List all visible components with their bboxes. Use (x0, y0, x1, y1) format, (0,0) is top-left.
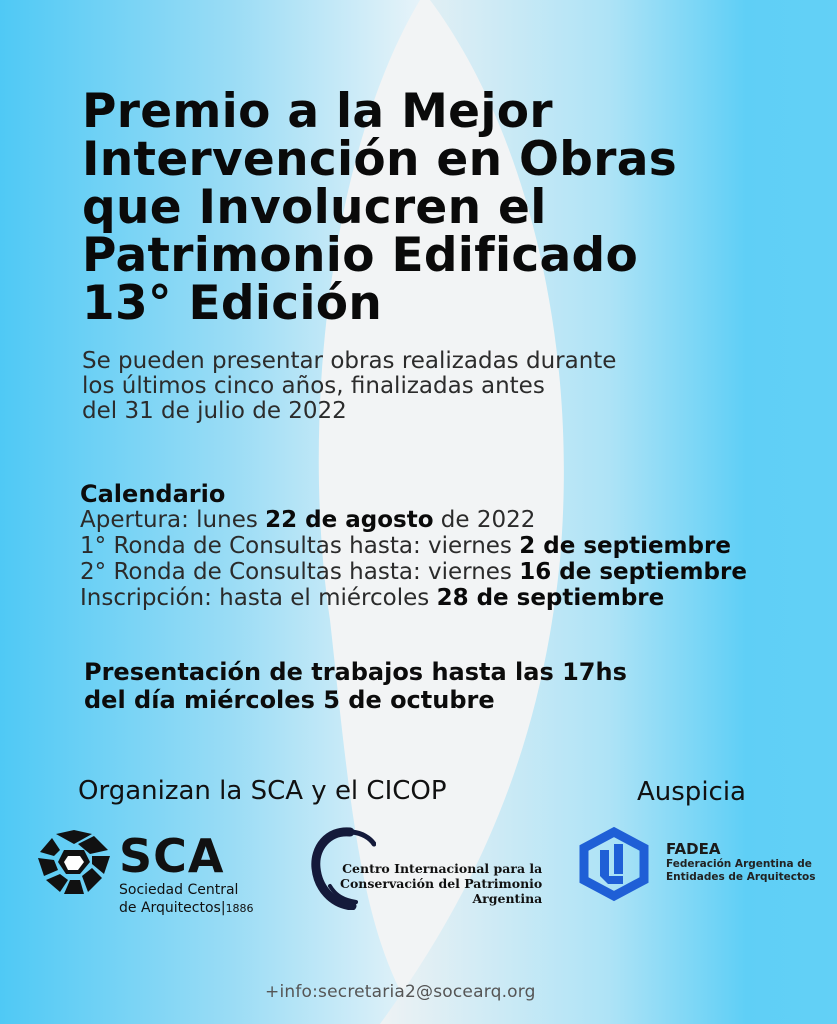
intro-line: los últimos cinco años, finalizadas antes (82, 373, 545, 399)
fadea-full-name (666, 858, 815, 884)
submission-deadline (84, 658, 627, 714)
calendar-text: de 2022 (433, 507, 536, 533)
sca-name-text: de Arquitectos (119, 900, 221, 916)
cicop-line: Conservación del Patrimonio (340, 876, 543, 891)
calendar-date: 16 de septiembre (519, 559, 747, 585)
sca-divider: | (220, 900, 226, 916)
organizers-label: Organizan la SCA y el CICOP (78, 776, 447, 806)
sca-name-line: Sociedad Central (119, 882, 239, 898)
sca-year: 1886 (225, 902, 254, 915)
calendar-row-consult-2 (80, 559, 747, 585)
title-line: Intervención en Obras (82, 132, 677, 187)
calendar-date: 28 de septiembre (436, 585, 665, 611)
calendar-row-opening (80, 507, 535, 533)
page-title (82, 84, 677, 331)
calendar-date: 2 de septiembre (519, 533, 731, 559)
calendar-text: Inscripción: hasta el miércoles (80, 585, 437, 611)
title-line: Patrimonio Edificado (82, 228, 639, 283)
intro-line: Se pueden presentar obras realizadas durante (82, 348, 617, 374)
title-line: Premio a la Mejor (82, 84, 553, 139)
calendar-text: Apertura: lunes (80, 507, 266, 533)
cicop-name (340, 861, 542, 906)
contact-email: +info:secretaria2@socearq.org (265, 982, 536, 1002)
calendar-text: 1° Ronda de Consultas hasta: viernes (80, 533, 520, 559)
intro-text (82, 349, 616, 424)
deadline-line: del día miércoles 5 de octubre (84, 686, 495, 714)
intro-line: del 31 de julio de 2022 (82, 398, 347, 424)
cicop-line: Argentina (472, 891, 543, 906)
title-line: que Involucren el (82, 180, 547, 235)
fadea-line: Federación Argentina de (666, 858, 812, 870)
sca-wordmark: SCA (119, 829, 225, 883)
calendar-row-consult-1 (80, 533, 731, 559)
cicop-line: Centro Internacional para la (342, 861, 543, 876)
fadea-name: FADEA (666, 840, 721, 858)
calendar-row-registration (80, 585, 664, 611)
deadline-line: Presentación de trabajos hasta las 17hs (84, 658, 627, 686)
calendar-date: 22 de agosto (265, 507, 434, 533)
sponsor-label: Auspicia (637, 777, 746, 807)
fadea-logo-icon (578, 826, 650, 902)
calendar-text: 2° Ronda de Consultas hasta: viernes (80, 559, 520, 585)
sca-logo-icon (38, 830, 110, 896)
title-line: 13° Edición (82, 276, 383, 331)
calendar-heading: Calendario (80, 480, 226, 508)
fadea-line: Entidades de Arquitectos (666, 871, 816, 883)
sca-name-line (119, 900, 254, 917)
